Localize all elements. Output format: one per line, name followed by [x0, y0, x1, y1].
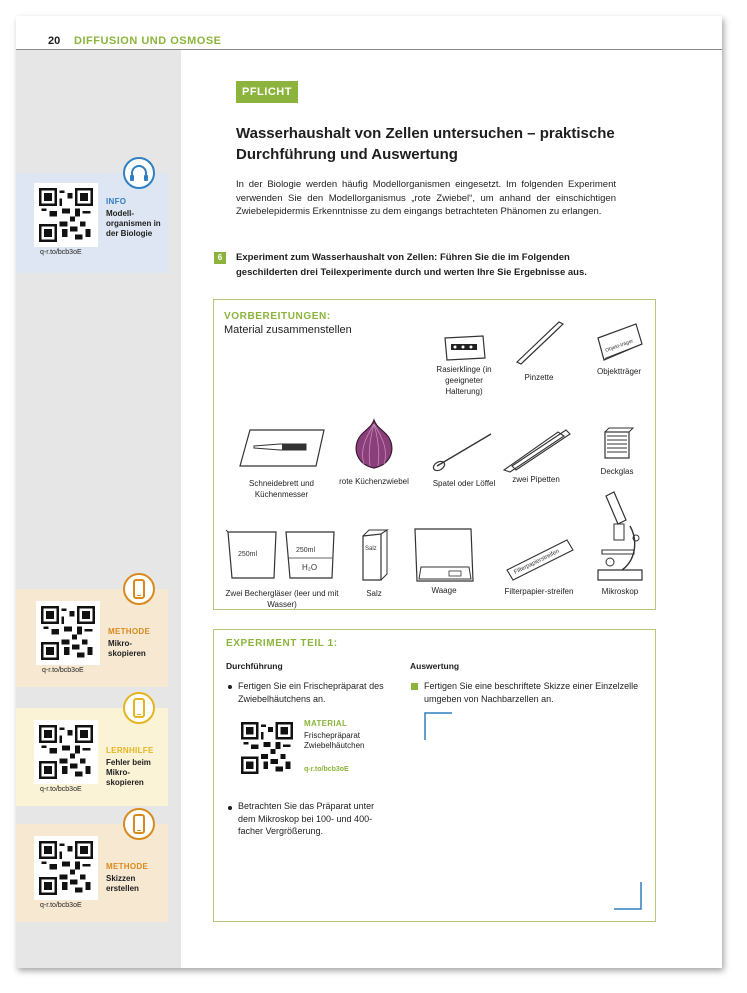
smartphone-icon [123, 573, 155, 605]
sketch-area-corner-bottom [614, 882, 642, 910]
material-label: Spatel oder Löffel [432, 479, 496, 488]
qr-link[interactable]: q-r.to/bcb3oE [40, 786, 82, 793]
material-label: zwei Pipetten [512, 475, 560, 484]
cutting-board-sketch [236, 426, 328, 470]
page-number: 20 [48, 35, 61, 47]
chapter-title: DIFFUSION UND OSMOSE [74, 35, 222, 47]
qr-pattern [39, 841, 93, 895]
qr-code[interactable] [34, 183, 98, 247]
cover-glass-sketch [599, 426, 635, 462]
slide-box-sketch [592, 322, 646, 362]
preparation-box [213, 299, 656, 610]
page-title: Wasserhaushalt von Zellen untersuchen – praktische Durchführung und Auswertung [236, 125, 615, 163]
qr-code[interactable] [238, 719, 296, 777]
card-text: Mikro-skopieren [108, 639, 146, 658]
microscope-sketch [592, 490, 648, 582]
evaluation-heading: Auswertung [410, 661, 460, 671]
green-bullet-square [411, 683, 418, 690]
pipettes-sketch [498, 426, 574, 474]
material-label: Mikroskop [601, 587, 639, 596]
card-text: Skizzen erstellen [106, 874, 139, 893]
material-label: Deckglas [600, 467, 634, 476]
beakers-sketch [224, 528, 340, 582]
razor-blade-sketch [441, 330, 487, 364]
headphones-icon [123, 157, 155, 189]
media-card-methode-mikroskopieren [16, 589, 168, 687]
filter-paper-sketch [501, 526, 577, 582]
material-label: Rasierklinge (in geeigneter Halterung) [436, 365, 492, 396]
material-label: Schneidebrett und Küchenmesser [249, 479, 314, 499]
sketch-area-corner-top [424, 712, 452, 740]
qr-link[interactable]: q-r.to/bcb3oE [40, 249, 82, 256]
qr-link[interactable]: q-r.to/bcb3oE [40, 902, 82, 909]
qr-pattern [241, 722, 293, 774]
material-label: Pinzette [524, 373, 554, 382]
material-salt [354, 528, 394, 599]
intro-paragraph: In der Biologie werden häufig Modellorganismen eingesetzt. Im folgenden Experiment verwenden Sie den Modellorganismus „rote Zwiebel“, um anhand der einschichtigen Zwiebelepidermis Erkenntnisse zu dem eingangs betrachteten Phänomen zu erlangen. [236, 179, 616, 217]
qr-pattern [39, 188, 93, 242]
procedure-step-2: Betrachten Sie das Präparat unter dem Mikroskop bei 100- und 400-facher Vergrößerung. [238, 801, 375, 836]
material-label: Filterpapier-streifen [504, 587, 574, 596]
task-text: Experiment zum Wasserhaushalt von Zellen: Führen Sie die im Folgenden geschilderten drei Teilexperimente durch und werten Ihre Sie Ergebnisse aus. [236, 252, 587, 278]
material-label: Waage [431, 586, 457, 595]
tweezers-sketch [509, 318, 569, 366]
card-type: METHODE [106, 862, 149, 871]
card-type: INFO [106, 197, 127, 206]
bullet-dot [228, 685, 232, 689]
red-onion-sketch [350, 418, 398, 472]
salt-box-text: Salz [365, 546, 377, 552]
material-card-type: MATERIAL [304, 719, 348, 728]
procedure-step-1: Fertigen Sie ein Frischepräparat des Zwiebelhäutchens an. [238, 681, 384, 704]
slide-box-text: Objekt-träger [604, 338, 635, 354]
material-microscope [588, 490, 652, 597]
bullet-dot [228, 806, 232, 810]
material-cutting-board [234, 426, 329, 500]
media-card-info [16, 173, 168, 273]
material-card-text: Frischepräparat Zwiebelhäutchen [304, 731, 365, 750]
material-filter-paper [499, 526, 579, 597]
qr-pattern [41, 606, 95, 660]
qr-code[interactable] [36, 601, 100, 665]
card-type: METHODE [108, 627, 151, 636]
salt-box-sketch [359, 528, 389, 582]
material-razor-blade [429, 330, 499, 397]
evaluation-item: Fertigen Sie eine beschriftete Skizze einer Einzelzelle umgeben von Nachbarzellen an. [424, 681, 639, 704]
material-tweezers [504, 318, 574, 383]
smartphone-icon [123, 692, 155, 724]
pflicht-badge: PFLICHT [236, 81, 298, 103]
card-type: LERNHILFE [106, 746, 154, 755]
beaker-right-volume: 250ml [296, 547, 316, 554]
material-label: Salz [366, 589, 382, 598]
card-text: Fehler beim Mikro-skopieren [106, 758, 151, 787]
beaker-left-volume: 250ml [238, 551, 258, 558]
material-card-link[interactable]: q-r.to/bcb3oE [304, 766, 349, 773]
media-card-methode-skizzen [16, 824, 168, 922]
material-scale [409, 525, 479, 596]
qr-pattern [39, 725, 93, 779]
qr-code[interactable] [34, 720, 98, 784]
qr-code[interactable] [34, 836, 98, 900]
beaker-water-label: H₂O [302, 563, 318, 572]
experiment-box [213, 629, 656, 922]
scale-sketch [411, 525, 477, 583]
card-text: Modell-organismen in der Biologie [106, 209, 161, 238]
material-cover-glass [589, 426, 645, 477]
preparation-subheading: Material zusammenstellen [224, 324, 352, 336]
textbook-page [16, 16, 722, 968]
material-label: Objektträger [596, 367, 642, 376]
material-spatula [424, 430, 504, 489]
spatula-sketch [429, 430, 499, 474]
material-pipettes [496, 426, 576, 485]
material-onion [339, 418, 409, 487]
material-label: rote Küchenzwiebel [339, 477, 409, 486]
header-rule [16, 49, 722, 50]
procedure-heading: Durchführung [226, 661, 283, 671]
task-number: 6 [214, 252, 226, 264]
preparation-heading: VORBEREITUNGEN: [224, 311, 331, 322]
filter-strip-text: Filterpapierstreifen [513, 548, 561, 576]
material-beakers [222, 528, 342, 610]
material-label: Zwei Bechergläser (leer und mit Wasser) [225, 589, 339, 609]
material-slides [584, 322, 654, 377]
qr-link[interactable]: q-r.to/bcb3oE [42, 667, 84, 674]
experiment-heading: EXPERIMENT TEIL 1: [226, 638, 338, 649]
smartphone-icon [123, 808, 155, 840]
media-card-lernhilfe [16, 708, 168, 806]
